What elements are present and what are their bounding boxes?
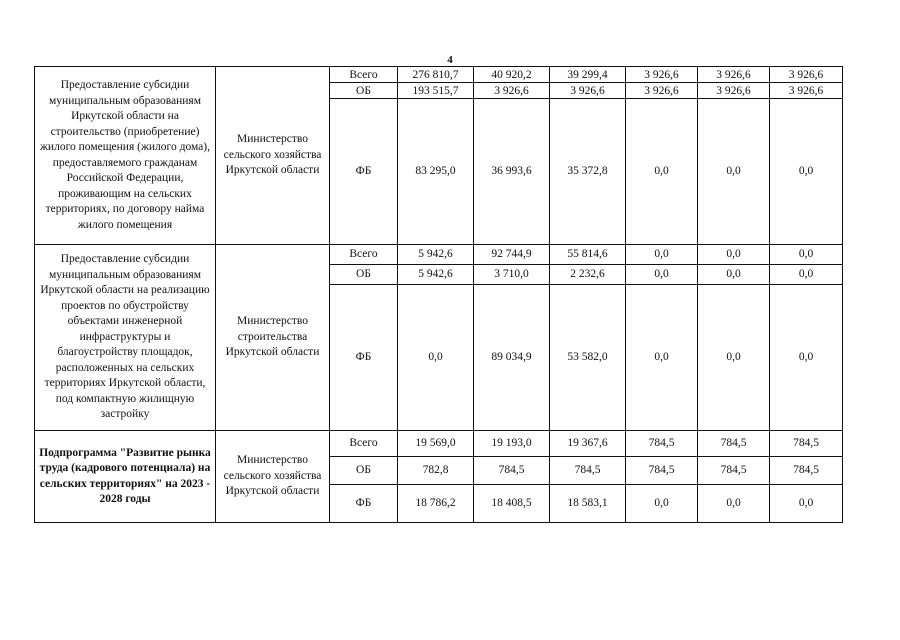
value-cell: 40 920,2 — [474, 67, 550, 83]
table-row — [35, 245, 843, 265]
value-cell: 19 367,6 — [550, 431, 626, 457]
budget-table — [34, 66, 843, 523]
value-cell: 784,5 — [474, 457, 550, 485]
value-cell: 0,0 — [626, 285, 698, 431]
value-cell: 0,0 — [626, 265, 698, 285]
value-cell: 19 193,0 — [474, 431, 550, 457]
value-cell: 0,0 — [770, 265, 843, 285]
funding-source: Всего — [330, 245, 398, 265]
value-cell: 55 814,6 — [550, 245, 626, 265]
value-cell: 3 926,6 — [626, 67, 698, 83]
value-cell: 0,0 — [698, 265, 770, 285]
value-cell: 3 926,6 — [550, 83, 626, 99]
value-cell: 3 926,6 — [698, 67, 770, 83]
value-cell: 3 926,6 — [698, 83, 770, 99]
executor-name: Министерство строительства Иркутской области — [216, 245, 330, 431]
value-cell: 3 926,6 — [770, 67, 843, 83]
funding-source: ФБ — [330, 485, 398, 523]
funding-source: Всего — [330, 431, 398, 457]
activity-name: Предоставление субсидии муниципальным образованиям Иркутской области на строительство (приобретение) жилого помещения (жилого дома), предоставляемого гражданам Российской Федерации, проживающим на сельских территориях, по договору найма жилого помещения — [35, 67, 216, 245]
value-cell: 0,0 — [626, 485, 698, 523]
value-cell: 18 583,1 — [550, 485, 626, 523]
value-cell: 5 942,6 — [398, 265, 474, 285]
funding-source: ФБ — [330, 99, 398, 245]
value-cell: 19 569,0 — [398, 431, 474, 457]
value-cell: 3 926,6 — [626, 83, 698, 99]
value-cell: 0,0 — [770, 285, 843, 431]
value-cell: 0,0 — [698, 485, 770, 523]
value-cell: 0,0 — [770, 245, 843, 265]
funding-source: ФБ — [330, 285, 398, 431]
value-cell: 5 942,6 — [398, 245, 474, 265]
value-cell: 18 786,2 — [398, 485, 474, 523]
executor-name: Министерство сельского хозяйства Иркутской области — [216, 67, 330, 245]
funding-source: ОБ — [330, 83, 398, 99]
funding-source: ОБ — [330, 265, 398, 285]
funding-source: ОБ — [330, 457, 398, 485]
subprogram-name: Подпрограмма "Развитие рынка труда (кадрового потенциала) на сельских территориях" на 2023 - 2028 годы — [35, 431, 216, 523]
value-cell: 276 810,7 — [398, 67, 474, 83]
value-cell: 39 299,4 — [550, 67, 626, 83]
table-row — [35, 67, 843, 83]
value-cell: 3 926,6 — [770, 83, 843, 99]
value-cell: 784,5 — [626, 457, 698, 485]
value-cell: 0,0 — [698, 245, 770, 265]
value-cell: 83 295,0 — [398, 99, 474, 245]
value-cell: 92 744,9 — [474, 245, 550, 265]
value-cell: 53 582,0 — [550, 285, 626, 431]
value-cell: 193 515,7 — [398, 83, 474, 99]
value-cell: 784,5 — [698, 431, 770, 457]
value-cell: 0,0 — [698, 99, 770, 245]
value-cell: 18 408,5 — [474, 485, 550, 523]
funding-source: Всего — [330, 67, 398, 83]
activity-name: Предоставление субсидии муниципальным образованиям Иркутской области на реализацию проектов по обустройству объектами инженерной инфраструктуры и благоустройству площадок, расположенных на сельских территориях Иркутской области, под компактную жилищную застройку — [35, 245, 216, 431]
value-cell: 784,5 — [698, 457, 770, 485]
value-cell: 784,5 — [770, 431, 843, 457]
value-cell: 0,0 — [626, 99, 698, 245]
value-cell: 35 372,8 — [550, 99, 626, 245]
executor-name: Министерство сельского хозяйства Иркутской области — [216, 431, 330, 523]
value-cell: 0,0 — [698, 285, 770, 431]
value-cell: 36 993,6 — [474, 99, 550, 245]
value-cell: 0,0 — [770, 485, 843, 523]
page-number: 4 — [447, 54, 453, 66]
value-cell: 782,8 — [398, 457, 474, 485]
value-cell: 0,0 — [626, 245, 698, 265]
value-cell: 784,5 — [770, 457, 843, 485]
value-cell: 2 232,6 — [550, 265, 626, 285]
value-cell: 0,0 — [770, 99, 843, 245]
value-cell: 0,0 — [398, 285, 474, 431]
table-row — [35, 431, 843, 457]
value-cell: 784,5 — [626, 431, 698, 457]
value-cell: 3 710,0 — [474, 265, 550, 285]
value-cell: 89 034,9 — [474, 285, 550, 431]
value-cell: 784,5 — [550, 457, 626, 485]
value-cell: 3 926,6 — [474, 83, 550, 99]
